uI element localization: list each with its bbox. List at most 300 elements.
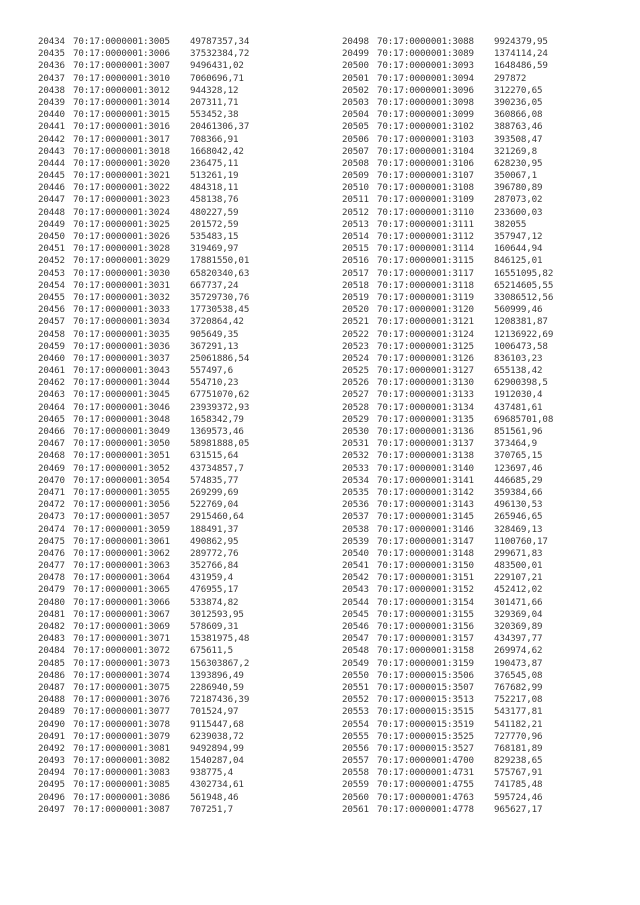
cadastral-number: 70:17:0000001:3030: [73, 267, 170, 279]
cadastral-number: 70:17:0000001:3007: [73, 60, 170, 72]
value: 229107,21: [494, 572, 543, 584]
row-number: 20448: [38, 206, 65, 218]
row-number: 20484: [38, 645, 65, 657]
value: 557497,6: [190, 365, 234, 377]
value: 388763,46: [494, 121, 543, 133]
cadastral-number: 70:17:0000001:3138: [377, 450, 474, 462]
table-row: [342, 426, 622, 438]
cadastral-number: 70:17:0000001:3081: [73, 742, 170, 754]
value: 667737,24: [190, 279, 239, 291]
cadastral-number: 70:17:0000001:3066: [73, 596, 170, 608]
value: 160644,94: [494, 243, 543, 255]
table-row: [38, 158, 318, 170]
value: 675611,5: [190, 645, 234, 657]
cadastral-number: 70:17:0000001:3061: [73, 535, 170, 547]
value: 533874,82: [190, 596, 239, 608]
cadastral-number: 70:17:0000001:3025: [73, 218, 170, 230]
cadastral-number: 70:17:0000001:3125: [377, 340, 474, 352]
row-number: 20510: [342, 182, 369, 194]
cadastral-number: 70:17:0000001:3104: [377, 145, 474, 157]
value: 393508,47: [494, 133, 543, 145]
row-number: 20511: [342, 194, 369, 206]
row-number: 20557: [342, 755, 369, 767]
value: 752217,08: [494, 694, 543, 706]
row-number: 20524: [342, 352, 369, 364]
table-row: [342, 682, 622, 694]
table-row: [38, 329, 318, 341]
row-number: 20483: [38, 633, 65, 645]
value: 829238,65: [494, 755, 543, 767]
row-number: 20478: [38, 572, 65, 584]
table-row: [342, 633, 622, 645]
value: 708366,91: [190, 133, 239, 145]
cadastral-number: 70:17:0000001:3145: [377, 511, 474, 523]
row-number: 20477: [38, 560, 65, 572]
table-row: [38, 121, 318, 133]
row-number: 20479: [38, 584, 65, 596]
table-row: [342, 804, 622, 816]
value: 484318,11: [190, 182, 239, 194]
value: 944328,12: [190, 84, 239, 96]
value: 329369,04: [494, 608, 543, 620]
row-number: 20439: [38, 96, 65, 108]
row-number: 20456: [38, 304, 65, 316]
value: 476955,17: [190, 584, 239, 596]
row-number: 20466: [38, 426, 65, 437]
table-row: [38, 36, 318, 48]
row-number: 20461: [38, 365, 65, 377]
cadastral-number: 70:17:0000001:3085: [73, 779, 170, 791]
value: 16551095,82: [494, 267, 554, 279]
table-row: [342, 572, 622, 584]
table-row: [342, 97, 622, 109]
row-number: 20471: [38, 486, 65, 498]
cadastral-number: 70:17:0000001:3157: [377, 633, 474, 645]
cadastral-number: 70:17:0000015:3507: [377, 681, 474, 693]
table-row: [342, 353, 622, 365]
value: 65214605,55: [494, 279, 554, 291]
table-row: [38, 280, 318, 292]
table-row: [38, 268, 318, 280]
value: 360866,08: [494, 109, 543, 121]
row-number: 20534: [342, 474, 369, 486]
cadastral-number: 70:17:0000001:3076: [73, 694, 170, 706]
value: 554710,23: [190, 377, 239, 389]
table-row: [342, 121, 622, 133]
cadastral-number: 70:17:0000001:3031: [73, 279, 170, 291]
row-number: 20541: [342, 560, 369, 572]
table-row: [342, 231, 622, 243]
value: 367291,13: [190, 340, 239, 352]
value: 12136922,69: [494, 328, 554, 340]
value: 513261,19: [190, 170, 239, 182]
value: 62900398,5: [494, 377, 548, 389]
cadastral-number: 70:17:0000001:3036: [73, 340, 170, 352]
table-row: [38, 767, 318, 779]
row-number: 20506: [342, 133, 369, 145]
table-row: [38, 73, 318, 85]
table-row: [38, 134, 318, 146]
value: 452412,02: [494, 584, 543, 596]
table-row: [38, 560, 318, 572]
cadastral-number: 70:17:0000001:3022: [73, 182, 170, 194]
cadastral-number: 70:17:0000001:3017: [73, 133, 170, 145]
table-row: [38, 450, 318, 462]
cadastral-number: 70:17:0000001:3106: [377, 157, 474, 169]
table-row: [38, 109, 318, 121]
value: 236475,11: [190, 157, 239, 169]
value: 741785,48: [494, 779, 543, 791]
cadastral-number: 70:17:0000001:3143: [377, 499, 474, 511]
row-number: 20518: [342, 279, 369, 291]
cadastral-number: 70:17:0000001:3107: [377, 170, 474, 182]
cadastral-number: 70:17:0000001:3083: [73, 767, 170, 779]
value: 299671,83: [494, 547, 543, 559]
table-row: [342, 560, 622, 572]
row-number: 20551: [342, 681, 369, 693]
table-row: [38, 731, 318, 743]
table-row: [342, 280, 622, 292]
value: 1393896,49: [190, 669, 244, 681]
cadastral-number: 70:17:0000001:3067: [73, 608, 170, 620]
value: 321269,8: [494, 145, 538, 157]
value: 233600,03: [494, 206, 543, 218]
cadastral-number: 70:17:0000001:3137: [377, 438, 474, 450]
table-row: [38, 304, 318, 316]
cadastral-number: 70:17:0000001:3159: [377, 657, 474, 669]
row-number: 20535: [342, 486, 369, 498]
table-row: [342, 548, 622, 560]
cadastral-number: 70:17:0000001:3141: [377, 474, 474, 486]
table-row: [38, 207, 318, 219]
cadastral-number: 70:17:0000001:3024: [73, 206, 170, 218]
table-row: [342, 304, 622, 316]
row-number: 20508: [342, 157, 369, 169]
table-row: [342, 584, 622, 596]
value: 359384,66: [494, 486, 543, 498]
cadastral-number: 70:17:0000001:3050: [73, 438, 170, 450]
value: 701524,97: [190, 706, 239, 718]
table-row: [38, 548, 318, 560]
row-number: 20552: [342, 694, 369, 706]
table-row: [342, 694, 622, 706]
value: 560999,46: [494, 304, 543, 316]
value: 269974,62: [494, 645, 543, 657]
value: 905649,35: [190, 328, 239, 340]
value: 289772,76: [190, 547, 239, 559]
cadastral-number: 70:17:0000001:3086: [73, 791, 170, 803]
table-row: [38, 597, 318, 609]
value: 1006473,58: [494, 340, 548, 352]
cadastral-number: 70:17:0000001:3051: [73, 450, 170, 462]
value: 431959,4: [190, 572, 234, 584]
row-number: 20515: [342, 243, 369, 255]
value: 328469,13: [494, 523, 543, 535]
row-number: 20452: [38, 255, 65, 267]
row-number: 20555: [342, 730, 369, 742]
cadastral-number: 70:17:0000001:3021: [73, 170, 170, 182]
row-number: 20472: [38, 499, 65, 511]
table-row: [38, 389, 318, 401]
table-row: [342, 719, 622, 731]
row-number: 20556: [342, 742, 369, 754]
cadastral-number: 70:17:0000001:3152: [377, 584, 474, 596]
row-number: 20533: [342, 462, 369, 474]
table-row: [38, 426, 318, 438]
cadastral-number: 70:17:0000001:3111: [377, 218, 474, 230]
table-row: [342, 524, 622, 536]
table-row: [38, 292, 318, 304]
table-row: [342, 134, 622, 146]
value: 357947,12: [494, 231, 543, 242]
value: 1912030,4: [494, 389, 543, 401]
value: 72187436,39: [190, 694, 250, 706]
row-number: 20526: [342, 377, 369, 389]
value: 1100760,17: [494, 535, 548, 547]
value: 352766,84: [190, 560, 239, 572]
row-number: 20487: [38, 681, 65, 693]
table-row: [38, 316, 318, 328]
row-number: 20540: [342, 547, 369, 559]
left-column: [38, 36, 318, 816]
cadastral-number: 70:17:0000001:3115: [377, 255, 474, 267]
table-row: [342, 402, 622, 414]
row-number: 20494: [38, 767, 65, 779]
cadastral-number: 70:17:0000001:3035: [73, 328, 170, 340]
cadastral-number: 70:17:0000001:3033: [73, 304, 170, 316]
row-number: 20550: [342, 669, 369, 681]
table-row: [38, 463, 318, 475]
value: 33086512,56: [494, 291, 554, 303]
row-number: 20488: [38, 694, 65, 706]
row-number: 20522: [342, 328, 369, 340]
value: 458138,76: [190, 194, 239, 206]
row-number: 20504: [342, 109, 369, 121]
table-row: [342, 316, 622, 328]
row-number: 20531: [342, 438, 369, 450]
cadastral-number: 70:17:0000001:3018: [73, 145, 170, 157]
value: 58981888,05: [190, 438, 250, 450]
cadastral-number: 70:17:0000001:3052: [73, 462, 170, 474]
table-row: [38, 414, 318, 426]
cadastral-number: 70:17:0000001:3023: [73, 194, 170, 206]
row-number: 20558: [342, 767, 369, 779]
table-row: [38, 536, 318, 548]
value: 350067,1: [494, 170, 538, 182]
cadastral-number: 70:17:0000001:3037: [73, 352, 170, 364]
table-row: [342, 109, 622, 121]
cadastral-number: 70:17:0000001:3136: [377, 426, 474, 437]
table-row: [342, 207, 622, 219]
table-row: [342, 755, 622, 767]
value: 9115447,68: [190, 718, 244, 730]
table-row: [342, 60, 622, 72]
row-number: 20434: [38, 36, 65, 47]
cadastral-number: 70:17:0000001:3087: [73, 803, 170, 815]
cadastral-number: 70:17:0000015:3513: [377, 694, 474, 706]
cadastral-number: 70:17:0000001:4763: [377, 791, 474, 803]
table-row: [342, 658, 622, 670]
value: 595724,46: [494, 791, 543, 803]
row-number: 20547: [342, 633, 369, 645]
table-row: [342, 182, 622, 194]
table-row: [342, 73, 622, 85]
value: 631515,64: [190, 450, 239, 462]
table-row: [38, 682, 318, 694]
cadastral-number: 70:17:0000001:3094: [377, 72, 474, 84]
cadastral-number: 70:17:0000001:3014: [73, 96, 170, 108]
row-number: 20467: [38, 438, 65, 450]
table-row: [38, 743, 318, 755]
row-number: 20435: [38, 48, 65, 60]
row-number: 20512: [342, 206, 369, 218]
value: 483500,01: [494, 560, 543, 572]
value: 265946,65: [494, 511, 543, 523]
table-row: [342, 536, 622, 548]
row-number: 20496: [38, 791, 65, 803]
value: 938775,4: [190, 767, 234, 779]
cadastral-number: 70:17:0000001:3082: [73, 755, 170, 767]
row-number: 20517: [342, 267, 369, 279]
row-number: 20453: [38, 267, 65, 279]
row-number: 20460: [38, 352, 65, 364]
row-number: 20549: [342, 657, 369, 669]
table-row: [342, 621, 622, 633]
table-row: [342, 219, 622, 231]
value: 846125,01: [494, 255, 543, 267]
row-number: 20503: [342, 96, 369, 108]
row-number: 20523: [342, 340, 369, 352]
cadastral-number: 70:17:0000001:3078: [73, 718, 170, 730]
row-number: 20457: [38, 316, 65, 328]
cadastral-number: 70:17:0000001:3103: [377, 133, 474, 145]
cadastral-number: 70:17:0000001:3093: [377, 60, 474, 72]
value: 37532384,72: [190, 48, 250, 60]
row-number: 20521: [342, 316, 369, 328]
table-row: [38, 402, 318, 414]
cadastral-number: 70:17:0000001:3056: [73, 499, 170, 511]
table-row: [38, 755, 318, 767]
table-row: [342, 706, 622, 718]
cadastral-number: 70:17:0000001:3029: [73, 255, 170, 267]
value: 490862,95: [190, 535, 239, 547]
cadastral-number: 70:17:0000001:3124: [377, 328, 474, 340]
table-row: [342, 365, 622, 377]
table-row: [38, 365, 318, 377]
cadastral-number: 70:17:0000015:3527: [377, 742, 474, 754]
row-number: 20445: [38, 170, 65, 182]
cadastral-number: 70:17:0000001:3077: [73, 706, 170, 718]
value: 123697,46: [494, 462, 543, 474]
cadastral-number: 70:17:0000001:3073: [73, 657, 170, 669]
table-row: [342, 767, 622, 779]
value: 376545,08: [494, 669, 543, 681]
table-row: [38, 231, 318, 243]
row-number: 20475: [38, 535, 65, 547]
table-row: [342, 645, 622, 657]
row-number: 20532: [342, 450, 369, 462]
table-row: [38, 633, 318, 645]
cadastral-number: 70:17:0000001:3134: [377, 401, 474, 413]
cadastral-number: 70:17:0000001:3028: [73, 243, 170, 255]
cadastral-number: 70:17:0000001:3158: [377, 645, 474, 657]
value: 25061886,54: [190, 352, 250, 364]
row-number: 20449: [38, 218, 65, 230]
cadastral-number: 70:17:0000001:3114: [377, 243, 474, 255]
value: 1374114,24: [494, 48, 548, 60]
row-number: 20501: [342, 72, 369, 84]
cadastral-number: 70:17:0000001:3108: [377, 182, 474, 194]
row-number: 20490: [38, 718, 65, 730]
table-row: [38, 645, 318, 657]
value: 69685701,08: [494, 413, 554, 425]
row-number: 20473: [38, 511, 65, 523]
row-number: 20543: [342, 584, 369, 596]
value: 535483,15: [190, 231, 239, 242]
cadastral-number: 70:17:0000001:3016: [73, 121, 170, 133]
row-number: 20437: [38, 72, 65, 84]
row-number: 20450: [38, 231, 65, 242]
table-row: [38, 255, 318, 267]
value: 382055: [494, 218, 527, 230]
cadastral-number: 70:17:0000001:3121: [377, 316, 474, 328]
cadastral-number: 70:17:0000001:3032: [73, 291, 170, 303]
value: 3012593,95: [190, 608, 244, 620]
table-row: [38, 377, 318, 389]
cadastral-number: 70:17:0000001:3020: [73, 157, 170, 169]
value: 1540287,04: [190, 755, 244, 767]
table-row: [38, 609, 318, 621]
cadastral-number: 70:17:0000001:3012: [73, 84, 170, 96]
value: 1208381,87: [494, 316, 548, 328]
row-number: 20537: [342, 511, 369, 523]
cadastral-number: 70:17:0000001:3118: [377, 279, 474, 291]
cadastral-number: 70:17:0000001:3151: [377, 572, 474, 584]
value: 15381975,48: [190, 633, 250, 645]
cadastral-number: 70:17:0000001:3006: [73, 48, 170, 60]
cadastral-number: 70:17:0000001:3064: [73, 572, 170, 584]
value: 767682,99: [494, 681, 543, 693]
row-number: 20447: [38, 194, 65, 206]
row-number: 20546: [342, 621, 369, 632]
table-row: [38, 779, 318, 791]
row-number: 20459: [38, 340, 65, 352]
value: 851561,96: [494, 426, 543, 437]
row-number: 20499: [342, 48, 369, 60]
cadastral-number: 70:17:0000001:3127: [377, 365, 474, 377]
cadastral-number: 70:17:0000001:3046: [73, 401, 170, 413]
value: 965627,17: [494, 803, 543, 815]
cadastral-number: 70:17:0000001:3155: [377, 608, 474, 620]
table-row: [38, 658, 318, 670]
value: 2915460,64: [190, 511, 244, 523]
row-number: 20463: [38, 389, 65, 401]
value: 65820340,63: [190, 267, 250, 279]
row-number: 20525: [342, 365, 369, 377]
table-row: [342, 743, 622, 755]
cadastral-number: 70:17:0000001:3096: [377, 84, 474, 96]
cadastral-number: 70:17:0000001:3072: [73, 645, 170, 657]
table-row: [38, 719, 318, 731]
row-number: 20560: [342, 791, 369, 803]
cadastral-number: 70:17:0000001:4778: [377, 803, 474, 815]
value: 1658342,79: [190, 413, 244, 425]
value: 319469,97: [190, 243, 239, 255]
value: 9924379,95: [494, 36, 548, 47]
table-row: [342, 499, 622, 511]
cadastral-number: 70:17:0000001:3065: [73, 584, 170, 596]
value: 201572,59: [190, 218, 239, 230]
